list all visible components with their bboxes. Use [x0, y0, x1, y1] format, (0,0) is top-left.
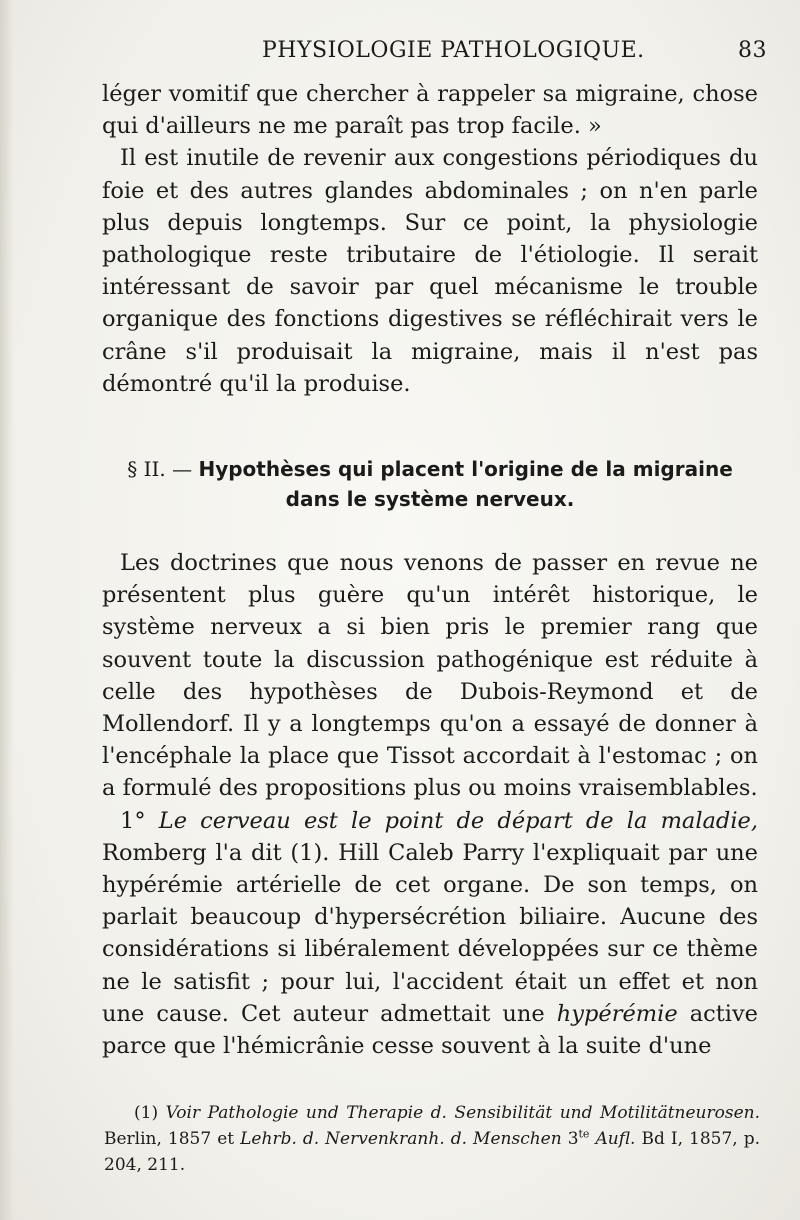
- footnote: [104, 1100, 760, 1178]
- footnote-title2: Lehrb. d. Nervenkranh. d. Menschen: [240, 1129, 562, 1149]
- footnote-aufl: Aufl.: [595, 1129, 636, 1149]
- footnote-edition-superscript: te: [578, 1127, 590, 1141]
- paragraph-cerveau-text-b: active parce que l'hémicrânie cesse souvent à la suite d'une: [102, 1000, 758, 1060]
- text-block-lower: [102, 547, 758, 1062]
- item-number: 1°: [120, 807, 146, 834]
- paragraph-cerveau: [102, 805, 758, 1063]
- footnote-title1: Pathologie und Therapie d. Sensibilität und Motilitätneurosen.: [207, 1103, 761, 1123]
- section-title-line1: Hypothèses qui placent l'origine de la migraine: [198, 457, 733, 481]
- footnote-berlin: Berlin, 1857 et: [104, 1129, 241, 1149]
- paragraph-cerveau-text-a: Romberg l'a dit (1). Hill Caleb Parry l'expliquait par une hypérémie artérielle de cet organe. De son temps, on parlait beaucoup d'hypersécrétion biliaire. Aucune des considérations si libéralement développées sur ce thème ne le satisfit ; pour lui, l'accident était un effet et non une cause. Cet auteur admettait une: [102, 839, 758, 1027]
- footnote-edition-number: 3: [561, 1129, 579, 1149]
- italic-lead: Le cerveau est le point de départ de la maladie,: [158, 807, 758, 834]
- italic-hyperemie: hypérémie: [556, 1000, 678, 1027]
- footnote-rest: Bd I, 1857, p. 204, 211.: [104, 1129, 760, 1175]
- paragraph-continuation: léger vomitif que chercher à rappeler sa migraine, chose qui d'ailleurs ne me paraît pas trop facile. »: [102, 81, 758, 140]
- section-heading: [102, 454, 758, 514]
- section-number: § II.: [127, 457, 166, 481]
- footnote-voir: Voir: [158, 1103, 208, 1123]
- section-heading-line1: [102, 454, 758, 484]
- page-edge-shadow: [0, 0, 14, 1220]
- paragraph-congestions: Il est inutile de revenir aux congestions périodiques du foie et des autres glandes abdominales ; on n'en parle plus depuis longtemps. Sur ce point, la physiologie pathologique reste tributaire de l'étiologie. Il serait intéressant de savoir par quel mécanisme le trouble organique des fonctions digestives se réfléchirait vers le crâne s'il produisait la migraine, mais il n'est pas démontré qu'il la produise.: [102, 145, 758, 397]
- paragraph-doctrines: Les doctrines que nous venons de passer en revue ne présentent plus guère qu'un intérêt historique, le système nerveux a si bien pris le premier rang que souvent toute la discussion pathogénique est réduite à celle des hypothèses de Dubois-Reymond et de Mollendorf. Il y a longtemps qu'on a essayé de donner à l'encéphale la place que Tissot accordait à l'estomac ; on a formulé des propositions plus ou moins vraisemblables.: [102, 550, 758, 802]
- page-number: 83: [738, 38, 767, 63]
- page-header: [250, 36, 770, 68]
- section-title-line2: dans le système nerveux.: [285, 487, 575, 511]
- footnote-marker: (1): [134, 1103, 159, 1123]
- running-title: PHYSIOLOGIE PATHOLOGIQUE.: [262, 38, 645, 63]
- text-block-upper: [102, 78, 758, 400]
- footnote-text: [104, 1100, 760, 1178]
- section-dash: —: [165, 457, 199, 481]
